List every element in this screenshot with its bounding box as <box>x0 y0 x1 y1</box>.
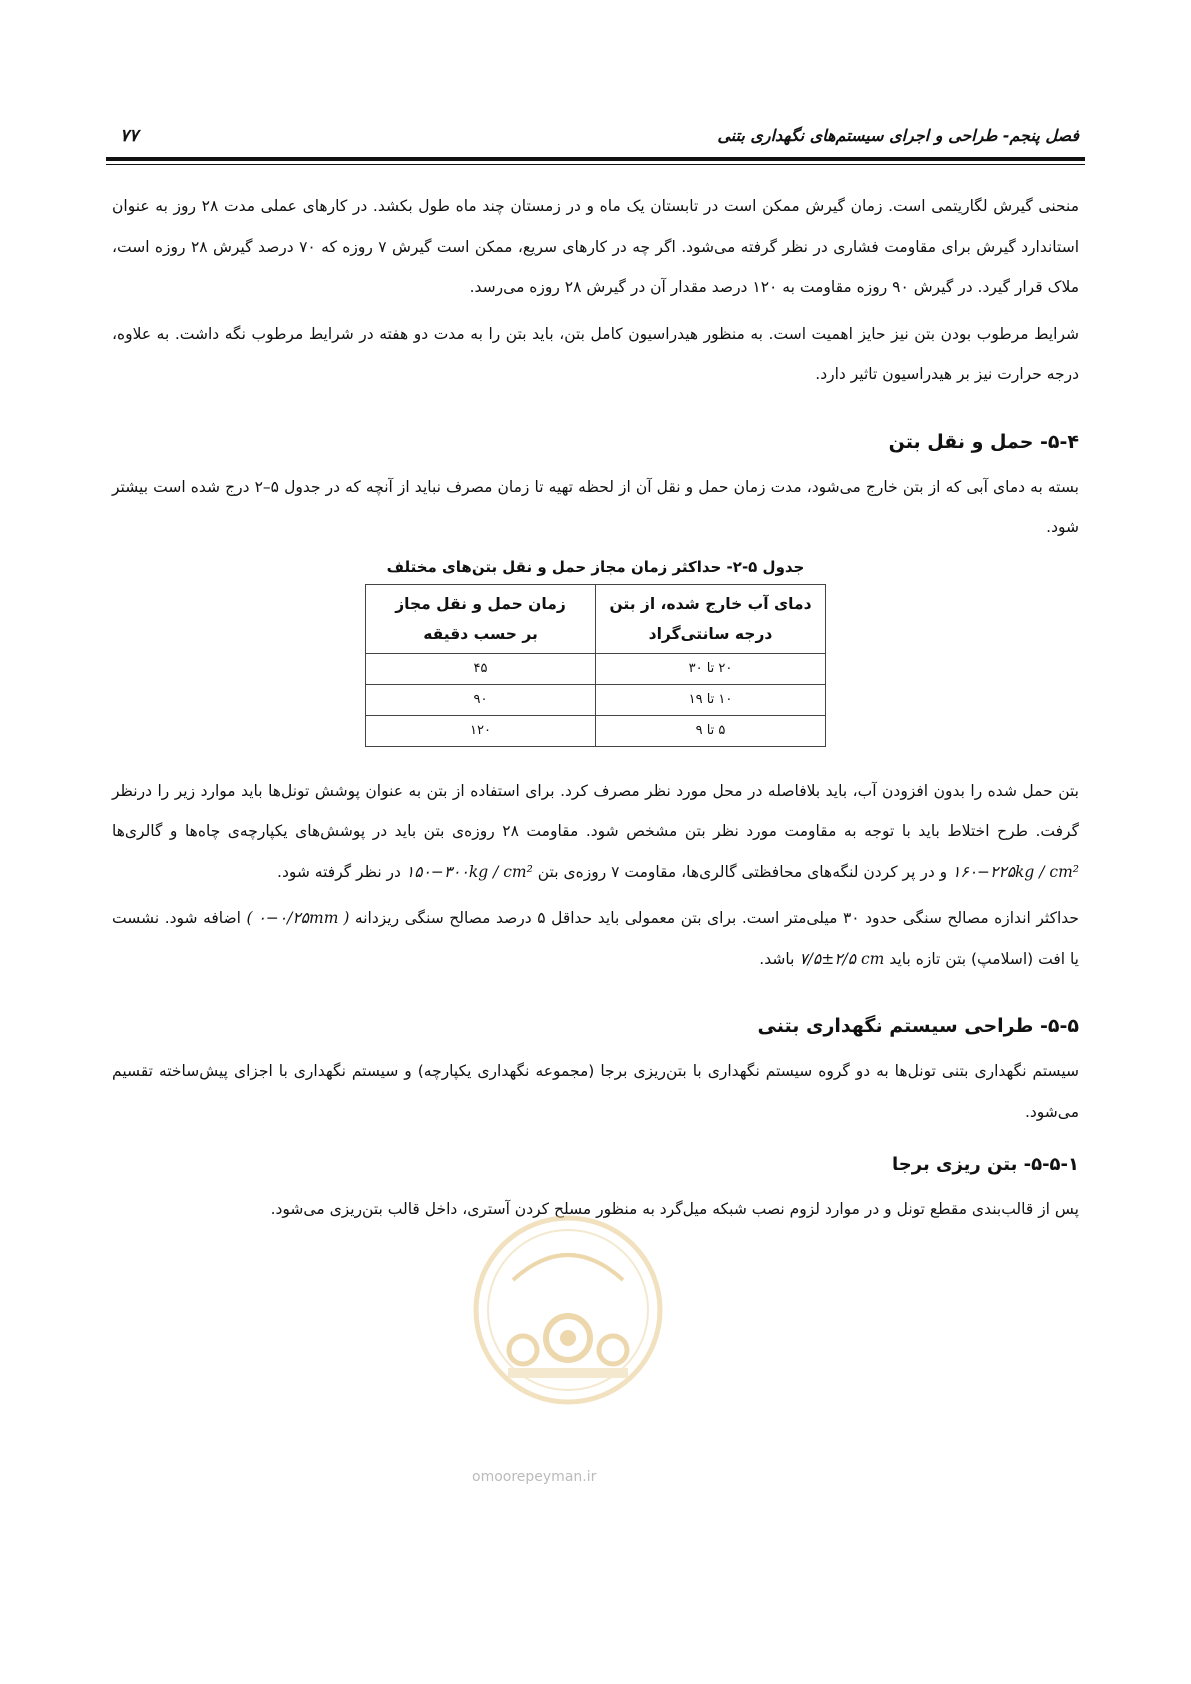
page-body <box>112 186 1079 1230</box>
table-header-row <box>366 584 826 653</box>
page-header <box>112 126 1079 154</box>
chapter-title: فصل پنجم- طراحی و اجرای سیستم‌های نگهداری بتنی <box>717 126 1079 145</box>
cell-time: ۱۲۰ <box>366 715 596 746</box>
page-number: ۷۷ <box>120 126 139 146</box>
cell-temperature: ۲۰ تا ۳۰ <box>596 653 826 684</box>
cell-time: ۴۵ <box>366 653 596 684</box>
cell-temperature: ۵ تا ۹ <box>596 715 826 746</box>
fine-aggregate-range: ( ۰−۰/۲۵mm ) <box>246 909 350 927</box>
paragraph-moist-conditions: شرایط مرطوب بودن بتن نیز حایز اهمیت است. به منظور هیدراسیون کامل بتن، باید بتن را به مدت دو هفته در شرایط مرطوب نگه داشت. به علاوه، درجه حرارت نیز بر هیدراسیون تاثیر دارد. <box>112 324 1079 383</box>
heading-support-design: ۵-۵- طراحی سیستم نگهداری بتنی <box>757 1015 1079 1037</box>
strength-range-formula-7day: ۱۵۰−۳۰۰kg / cm² <box>405 862 533 881</box>
cell-temperature: ۱۰ تا ۱۹ <box>596 684 826 715</box>
watermark-url: omoorepeyman.ir <box>472 1469 597 1485</box>
table-row <box>366 653 826 684</box>
header-temperature-line2: درجه سانتی‌گراد <box>648 624 773 643</box>
transport-time-table <box>365 584 826 747</box>
header-time-line2: بر حسب دقیقه <box>423 624 538 643</box>
paragraph-concrete-strength: بتن حمل شده را بدون افزودن آب، باید بلافاصله در محل مورد نظر مصرف کرد. برای استفاده از بتن به عنوان پوشش تونل‌ها باید موارد زیر را درنظر گرفت. طرح اختلاط باید با توجه به مقاومت مورد نظر بتن مشخص شود. مقاومت ۲۸ روزه‌ی بتن باید در پوشش‌های یکپارچه‌ی چاه‌ها و گالری‌ها ۱۶۰−۲۲۵kg / cm² و در پر کردن لنگه‌های محافظتی گالری‌ها، مقاومت ۷ روزه‌ی بتن ۱۵۰−۳۰۰kg / cm² در نظر گرفته شود. <box>112 771 1079 893</box>
header-rule-thin <box>106 164 1085 165</box>
heading-cast-in-place: ۵-۵-۱- بتن ریزی برجا <box>892 1154 1079 1175</box>
strength-range-formula: ۱۶۰−۲۲۵kg / cm² <box>952 862 1079 881</box>
paragraph-transport-time: بسته به دمای آبی که از بتن خارج می‌شود، مدت زمان حمل و نقل آن از لحظه تهیه تا زمان مصرف نباید از آنچه که در جدول ۵–۲ درج شده است بیشتر شود. <box>112 477 1079 536</box>
cell-time: ۹۰ <box>366 684 596 715</box>
table-header-time <box>366 584 596 653</box>
table-row <box>366 684 826 715</box>
paragraph-formwork: پس از قالب‌بندی مقطع تونل و در موارد لزوم نصب شبکه میل‌گرد به منظور مسلح کردن آستری، داخل قالب بتن‌ریزی می‌شود. <box>270 1200 1079 1218</box>
header-rule-thick <box>106 157 1085 161</box>
header-time-line1: زمان حمل و نقل مجاز <box>395 594 566 613</box>
table-header-temperature <box>596 584 826 653</box>
header-temperature-line1: دمای آب خارج شده، از بتن <box>609 594 812 613</box>
watermark-logo-icon <box>468 1210 668 1410</box>
paragraph-setting-curve: منحنی گیرش لگاریتمی است. زمان گیرش ممکن است در تابستان یک ماه و در زمستان چند ماه طول بکشد. در کارهای عملی مدت ۲۸ روز به عنوان استاندارد گیرش برای مقاومت فشاری در نظر گرفته می‌شود. اگر چه در کارهای سریع، ممکن است گیرش ۷ روزه که ۷۰ درصد گیرش ۲۸ روزه است، ملاک قرار گیرد. در گیرش ۹۰ روزه مقاومت به ۱۲۰ درصد مقدار آن در گیرش ۲۸ روزه می‌رسد. <box>112 197 1080 296</box>
slump-formula: ۷/۵±۲/۵ cm <box>799 949 885 968</box>
paragraph-support-types: سیستم نگهداری بتنی تونل‌ها به دو گروه سیستم نگهداری با بتن‌ریزی برجا (مجموعه نگهداری یکپارچه) و سیستم نگهداری با اجزای پیش‌ساخته تقسیم می‌شود. <box>112 1062 1079 1121</box>
heading-transport: ۵-۴- حمل و نقل بتن <box>888 430 1079 453</box>
table-row <box>366 715 826 746</box>
paragraph-aggregate-size: حداکثر اندازه مصالح سنگی حدود ۳۰ میلی‌متر است. برای بتن معمولی باید حداقل ۵ درصد مصالح سنگی ریزدانه ( ۰−۰/۲۵mm ) اضافه شود. نشست یا افت (اسلامپ) بتن تازه باید ۷/۵±۲/۵ cm باشد. <box>112 898 1079 979</box>
table-caption: جدول ۵-۲- حداکثر زمان مجاز حمل و نقل بتن‌های مختلف <box>386 557 805 576</box>
